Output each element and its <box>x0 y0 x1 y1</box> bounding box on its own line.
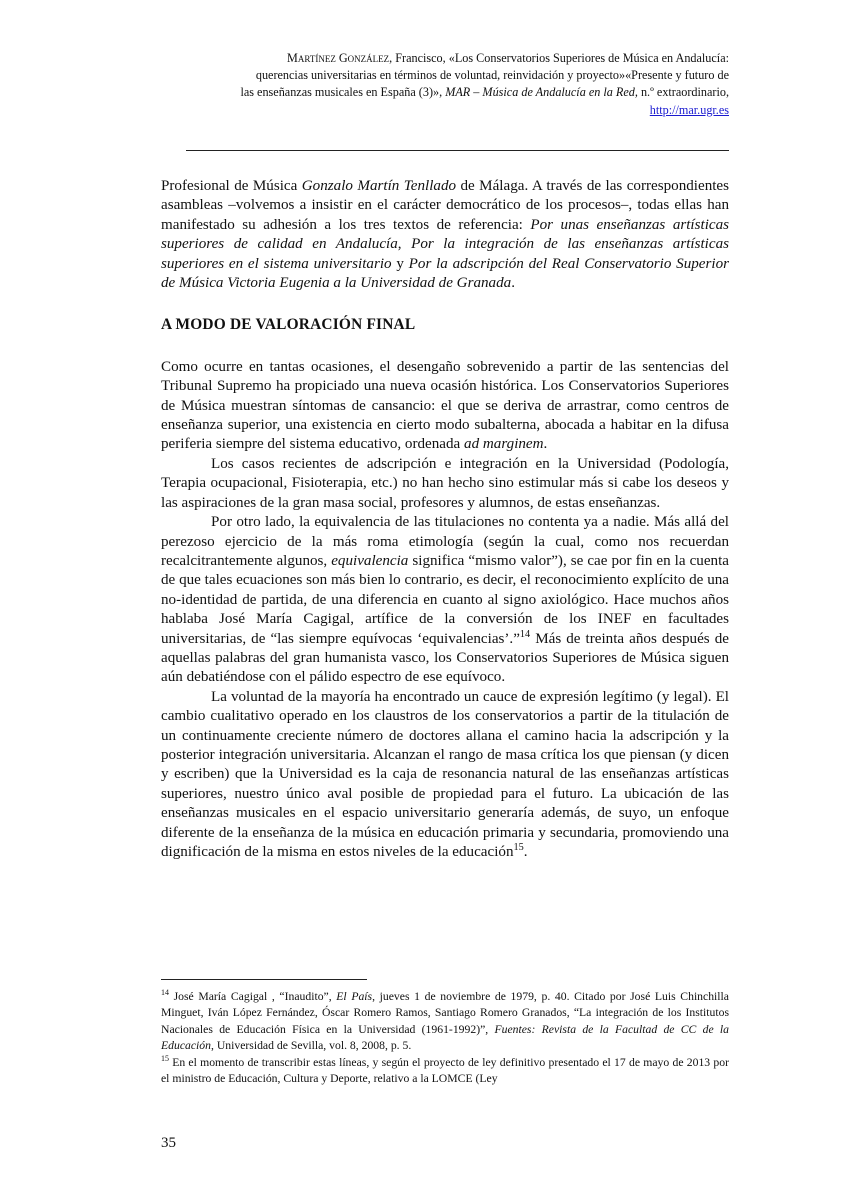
header-line3-b: n.º extraordinario, <box>637 85 729 100</box>
p4-italic: equivalencia <box>331 552 409 569</box>
fn15-text: En el momento de transcribir estas líneas, y según el proyecto de ley definitivo presentado el 17 de mayo de 2013 por el ministro de Educación, Cultura y Deporte, relativo a la LOMCE (Ley <box>161 1055 729 1086</box>
footnote-14 <box>161 989 729 1055</box>
header-line-3 <box>160 84 729 101</box>
footnote-15-number: 15 <box>161 1053 169 1063</box>
fn14-text-c: , Universidad de Sevilla, vol. 8, 2008, p. 5. <box>210 1039 412 1053</box>
p2-text: Como ocurre en tantas ocasiones, el desengaño sobrevenido a partir de las sentencias del Tribunal Supremo ha propiciado una nueva ocasión histórica. Los Conservatorios Superiores de Música muestran síntomas de cansancio: el que se deriva de arrastrar, como centros de enseñanza superior, una existencia en cierto modo subalterna, abocada a habitar en la difusa periferia siempre del sistema educativo, ordenada <box>161 358 729 453</box>
header-line-1 <box>160 50 729 67</box>
paragraph-1 <box>161 177 729 293</box>
paragraph-2 <box>161 358 729 455</box>
header-line3-a: las enseñanzas musicales en España (3)», <box>240 85 446 100</box>
p4-text-c: Más de treinta años después de aquellas palabras del gran humanista vasco, los Conservatorios Superiores de Música siguen aún debatiéndose con el pálido espectro de ese equívoco. <box>161 630 729 686</box>
footnote-ref-15[interactable]: 15 <box>513 841 524 853</box>
p2-italic: ad marginem <box>464 436 544 453</box>
header-line1-rest: , Francisco, «Los Conservatorios Superiores de Música en Andalucía: <box>389 51 729 65</box>
header-line-2: querencias universitarias en términos de voluntad, reinvidación y proyecto»«Presente y futuro de <box>255 68 729 83</box>
page-number: 35 <box>161 1135 176 1151</box>
p1-end: . <box>511 275 515 292</box>
p1-sep-1: , <box>397 236 412 253</box>
footnote-divider <box>161 979 367 980</box>
fn14-text-b: , jueves 1 de noviembre de 1979, p. 40. Citado por José Luis Chinchilla Minguet, Iván López Fernández, Óscar Romero Ramos, Santiago Romero Granados, “La integración de los Institutos Nacionales de Educación Física en la Universidad (1961-1992)”, <box>161 990 729 1036</box>
p1-sep-2: y <box>391 255 409 272</box>
p1-name: Gonzalo Martín Tenllado <box>301 178 457 194</box>
p1-text-a: Profesional de Música <box>161 178 302 194</box>
p2-end: . <box>543 436 548 453</box>
section-heading: A MODO DE VALORACIÓN FINAL <box>161 316 416 334</box>
header-divider <box>186 150 729 151</box>
p1-text-b: de Málaga. A través de las correspondientes asambleas –volvemos a insistir en el carácter democrático de los procesos–, todas ellas han manifestado su adhesión a los tres textos de referencia: <box>161 178 730 233</box>
header-line-4 <box>160 102 729 119</box>
p1-title-2: Por la integración de las enseñanzas artísticas superiores en el sistema universitario <box>161 236 729 272</box>
p5-end: . <box>523 844 528 860</box>
footnote-ref-14[interactable]: 14 <box>519 628 531 640</box>
p1-title-3: Por la adscripción del Real Conservatorio Superior de Música Victoria Eugenia a la Universidad de Granada <box>161 255 729 292</box>
paragraph-5 <box>161 688 729 863</box>
paragraph-4 <box>161 513 729 688</box>
footnotes <box>161 989 729 1087</box>
fn14-text-a: José María Cagigal , “Inaudito”, <box>168 990 337 1003</box>
footnote-14-number: 14 <box>161 988 169 998</box>
fn14-italic-1: El País <box>336 990 373 1003</box>
header-author: Martínez González <box>287 51 390 65</box>
p4-text-a: Por otro lado, la equivalencia de las titulaciones no contenta ya a nadie. Más allá del perezoso ejercicio de la más roma etimología (según la cual, como nos recuerdan recalcitrantemente algunos, <box>161 514 729 569</box>
header-journal: MAR – Música de Andalucía en la Red, <box>445 85 638 100</box>
footnote-15 <box>161 1055 729 1088</box>
fn14-italic-2: Fuentes: Revista de la Facultad de CC de la Educación <box>161 1022 729 1053</box>
p5-text: La voluntad de la mayoría ha encontrado un cauce de expresión legítimo (y legal). El cambio cualitativo operado en los claustros de los conservatorios a partir de la titulación de un continuamente creciente número de doctores allana el camino hacia la adscripción y la posterior integración universitaria. Alcanzan el rango de masa crítica los que piensan (y dicen y escriben) que la Universidad es la caja de resonancia natural de las enseñanzas artísticas superiores, nuestro único aval posible de propiedad para el futuro. La ubicación de las enseñanzas musicales en el espacio universitario generaría además, de suyo, un enfoque diferente de la enseñanza de la música en educación primaria y secundaria, promoviendo una dignificación de la misma en estos niveles de la educación <box>161 688 729 860</box>
main-text <box>161 177 729 862</box>
running-header <box>160 50 729 119</box>
paragraph-3: Los casos recientes de adscripción e integración en la Universidad (Podología, Terapia ocupacional, Fisioterapia, etc.) no han hecho sino estimular más si cabe los deseos y las aspiraciones de la gran masa social, profesores y alumnos, de estas enseñanzas. <box>161 455 729 511</box>
p1-title-1: Por unas enseñanzas artísticas superiores de calidad en Andalucía <box>161 216 730 253</box>
header-url-link[interactable]: http://mar.ugr.es <box>649 102 729 117</box>
p4-text-b: significa “mismo valor”), se cae por fin en la cuenta de que tales ecuaciones son más bien lo contrario, es decir, el reconocimiento explícito de una no-identidad de partida, de una diferencia en cuanto al signo axiológico. Hace muchos años hablaba José María Cagigal, artífice de la conversión de los INEF en facultades universitarias, de “las siempre equívocas ‘equivalencias’.” <box>161 552 729 647</box>
